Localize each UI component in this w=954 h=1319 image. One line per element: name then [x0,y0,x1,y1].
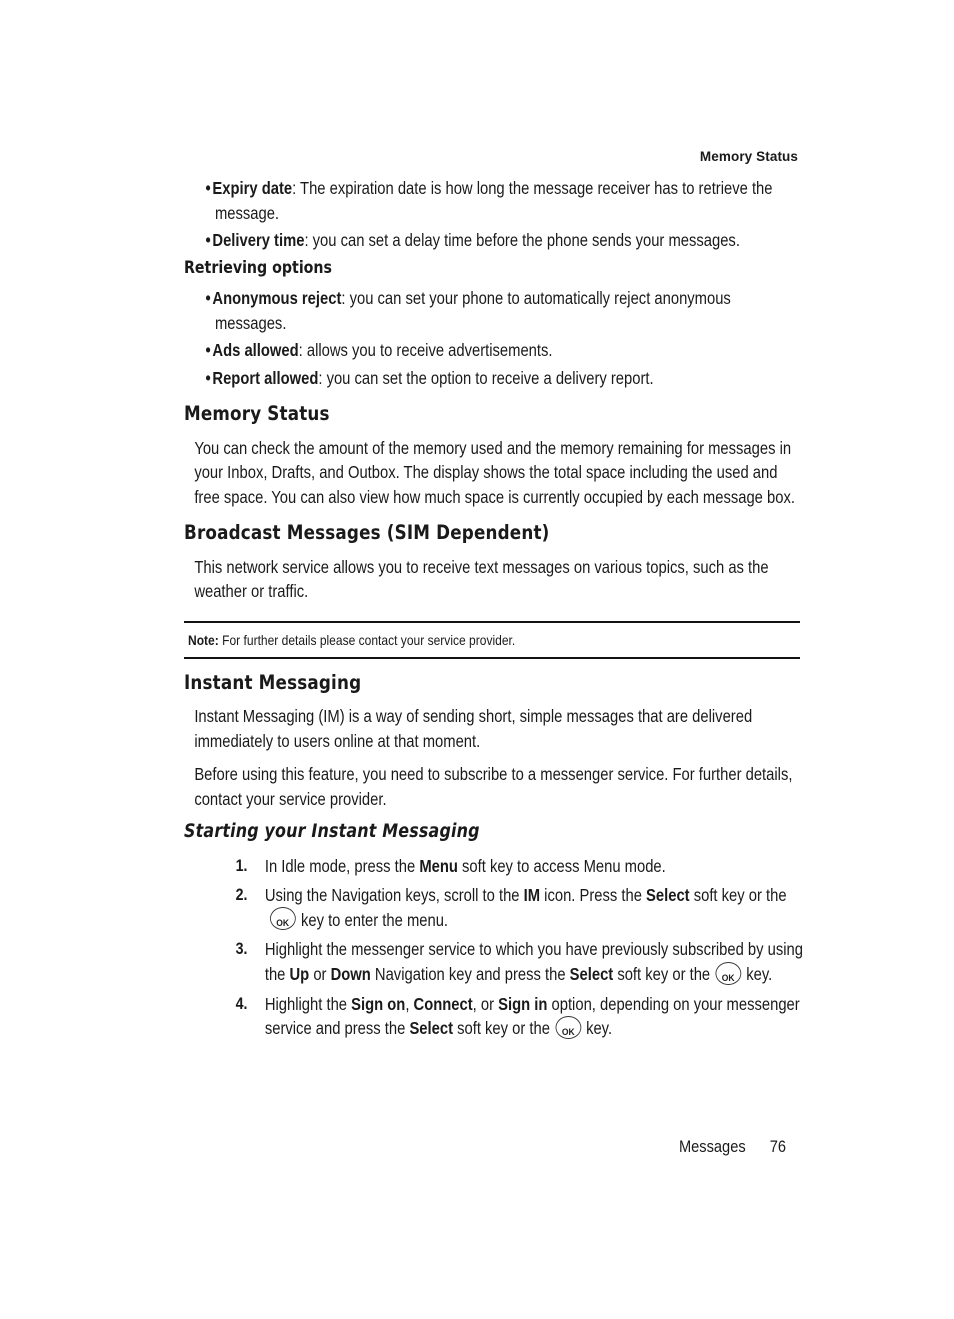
page-content [184,176,803,1046]
step-number: 3. [235,940,248,959]
step-number: 1. [235,856,248,875]
option-term: Report allowed [212,367,319,388]
note-text [188,632,790,648]
key-name: Up [289,963,310,984]
step-number: 2. [235,886,248,904]
option-desc: : The expiration date is how long the message receiver has to retrieve the message. [214,178,773,223]
memory-status-body: You can check the amount of the memory used and the memory remaining for messages in your Inbox, Drafts, and Outbox. The display shows the total space including the used and free space. You can also view how much space is currently occupied by each message box. [194,437,795,507]
ok-key-icon: OK [270,907,296,930]
instant-messaging-heading: Instant Messaging [184,670,362,694]
note-box [184,621,800,659]
list-item: • Ads allowed: allows you to receive advertisements. [205,340,553,360]
retrieving-options-heading: Retrieving options [184,257,332,277]
memory-status-heading: Memory Status [184,402,330,425]
list-item: • Delivery time: you can set a delay time before the phone sends your messages. [205,230,740,250]
body-text-block [184,671,803,1042]
option-term: Anonymous reject [212,288,342,308]
message-options-list [184,176,803,253]
step-number: 4. [235,994,248,1013]
list-item: • Expiry date: The expiration date is how long the message receiver has to retrieve the message. [205,178,773,223]
im-paragraph-2: Before using this feature, you need to subscribe to a messenger service. For further details, contact your service provider. [194,764,793,809]
body-text-block [184,176,803,604]
note-label: Note: [188,631,219,648]
note-body: For further details please contact your service provider. [218,631,516,648]
key-name: Select [409,1018,453,1039]
key-name: Menu [419,855,458,876]
option-desc: : you can set your phone to automatically reject anonymous messages. [214,288,731,333]
list-item: • Anonymous reject: you can set your phone to automatically reject anonymous messages. [205,288,731,333]
key-name: Connect [413,993,473,1014]
option-term: Delivery time [212,230,305,250]
broadcast-heading: Broadcast Messages (SIM Dependent) [184,521,550,544]
key-name: Select [646,885,690,905]
step-item: 1. In Idle mode, press the Menu soft key to access Menu mode. [184,854,803,879]
ok-key-icon: OK [715,962,741,985]
im-paragraph-1: Instant Messaging (IM) is a way of sending short, simple messages that are delivered immediately to users online at that moment. [194,706,753,751]
im-steps-list [184,854,803,1042]
key-name: Sign in [498,993,548,1014]
step-item: 4. Highlight the Sign on, Connect, or Sign in option, depending on your messenger service and press the Select soft key or the OK key. [235,993,800,1039]
starting-im-heading: Starting your Instant Messaging [184,821,480,842]
step-item: 2. Using the Navigation keys, scroll to the IM icon. Press the Select soft key or theOK key to enter the menu. [235,885,787,930]
ok-key-icon: OK [555,1016,581,1039]
option-term: Ads allowed [212,340,299,360]
key-name: Sign on [351,993,406,1014]
page-number: 76 [769,1137,786,1156]
broadcast-body: This network service allows you to receive text messages on various topics, such as the weather or traffic. [194,556,769,601]
key-name: Select [569,963,614,984]
option-desc: : you can set the option to receive a delivery report. [318,367,654,388]
running-header: Memory Status [699,149,798,164]
key-name: Down [330,963,371,984]
footer-section: Messages [679,1137,746,1156]
list-item: • Report allowed: you can set the option to receive a delivery report. [205,367,654,388]
option-desc: : you can set a delay time before the phone sends your messages. [304,230,740,250]
step-item: 3. Highlight the messenger service to which you have previously subscribed by using the Up or Down Navigation key and press the Select soft key or the OK key. [235,939,803,984]
option-term: Expiry date [212,178,293,198]
key-name: IM [523,885,541,905]
retrieving-options-list [184,286,803,390]
option-desc: : allows you to receive advertisements. [298,340,553,360]
page-footer [679,1137,786,1157]
